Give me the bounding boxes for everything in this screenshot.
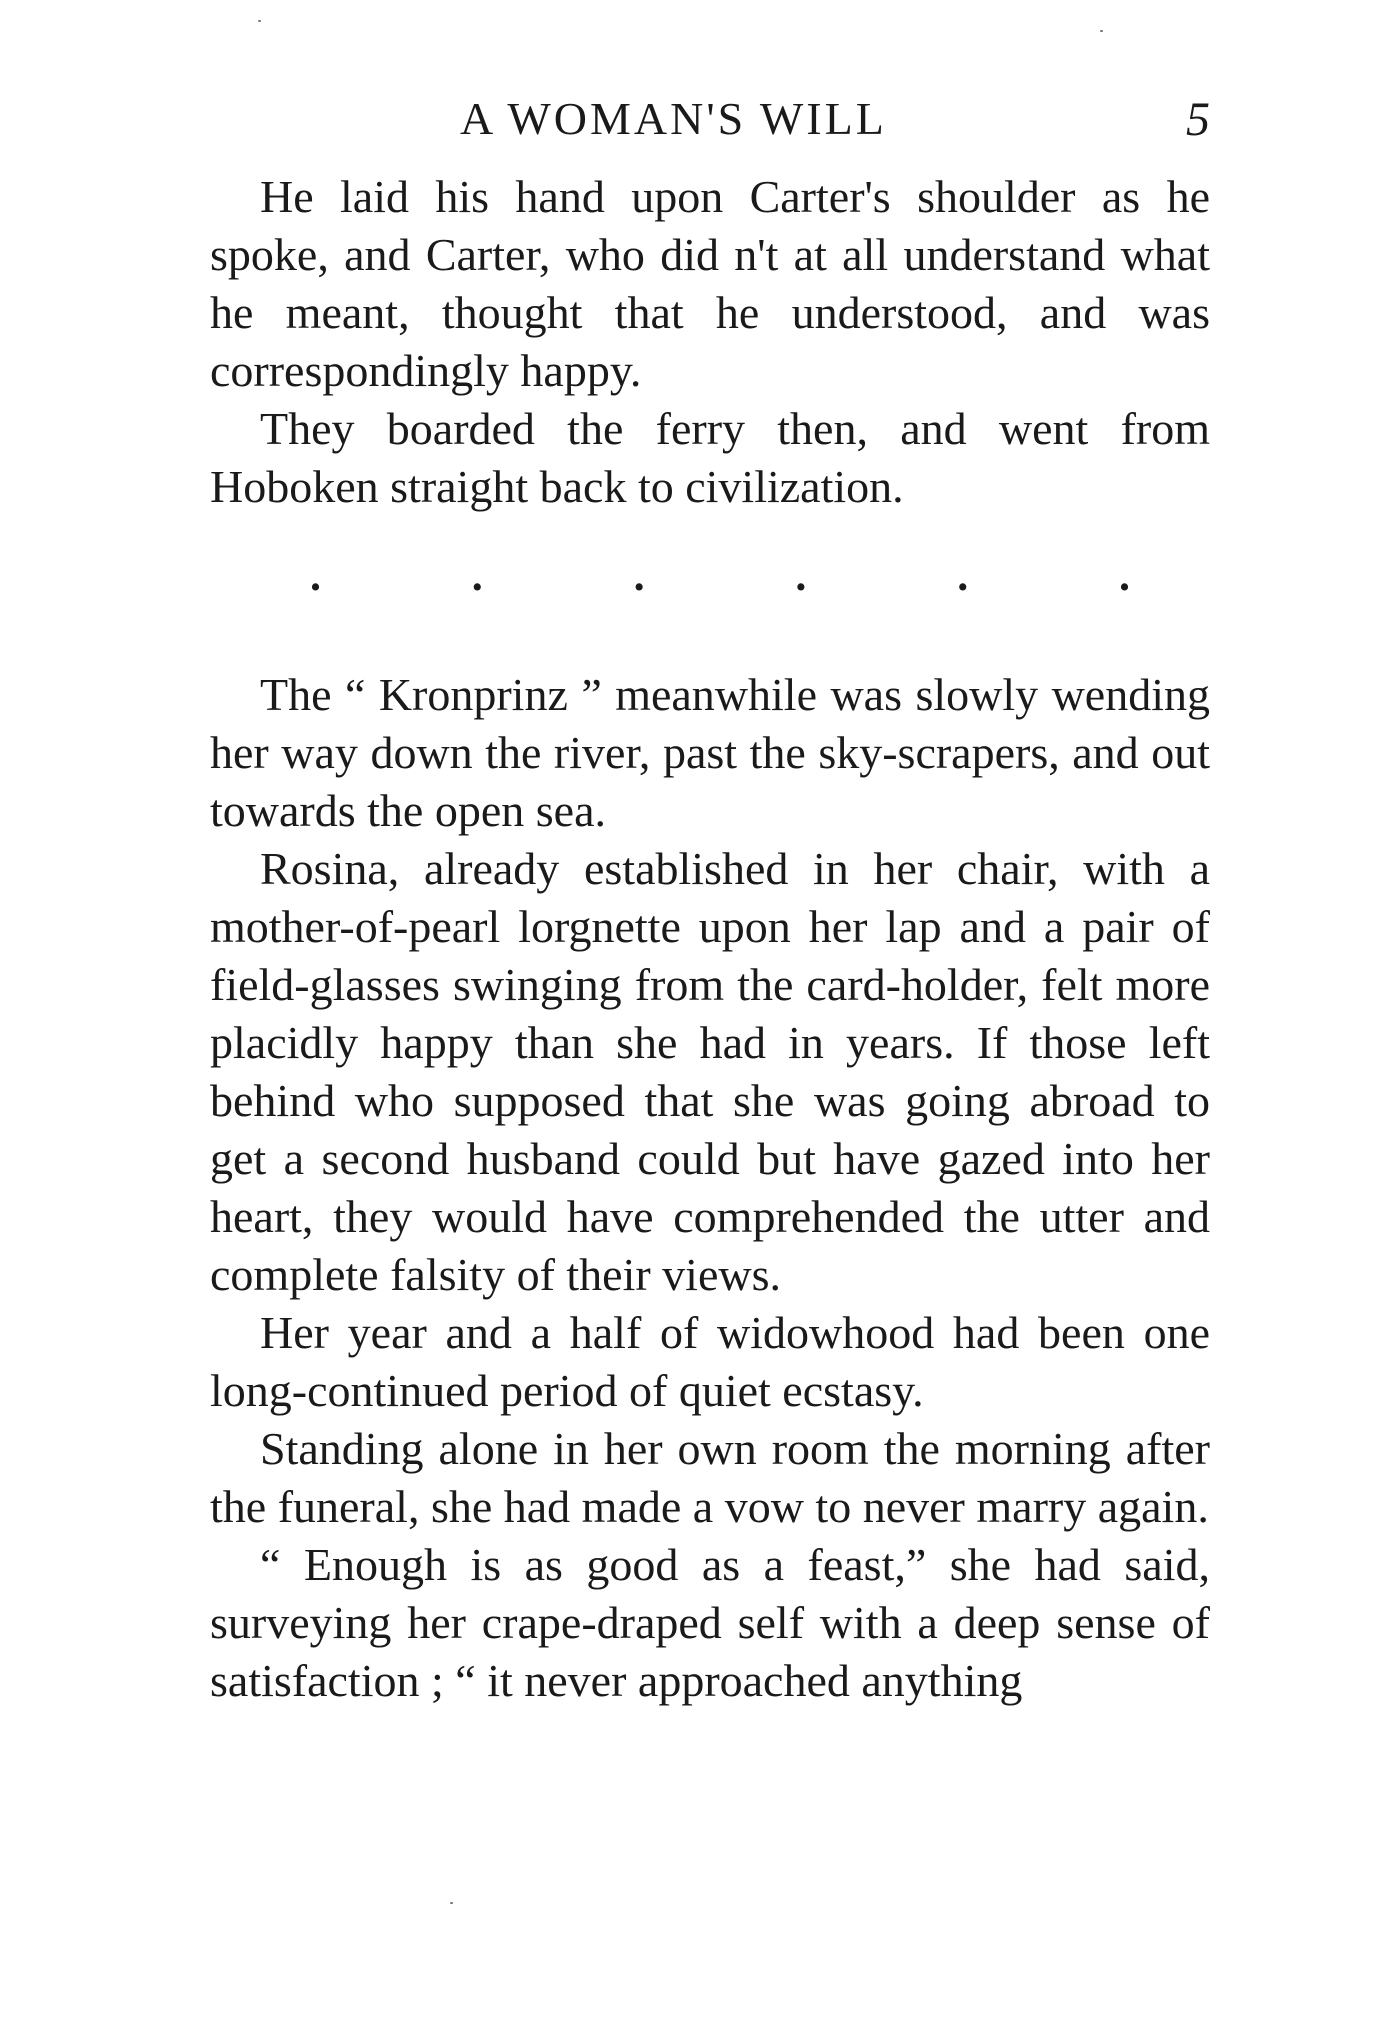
paragraph: He laid his hand upon Carter's shoulder as he spoke, and Carter, who did n't at all understand what he meant, thought that he understood, and was correspondingly happy.	[210, 171, 1210, 396]
section-break	[210, 516, 1210, 666]
running-title: A WOMAN'S WILL	[460, 93, 887, 144]
ellipsis-dots	[310, 551, 1130, 600]
paragraph: Rosina, already established in her chair, with a mother-of-pearl lorgnette upon her lap and a pair of field-glasses swinging from the card-holder, felt more placidly happy than she had in years. If those left behind who supposed that she was going abroad to get a second husband could but have gazed into her heart, they would have comprehended the utter and complete falsity of their views.	[210, 843, 1210, 1300]
paragraph: The “ Kronprinz ” meanwhile was slowly wending her way down the river, past the sky-scrapers, and out towards the open sea.	[210, 669, 1210, 836]
running-head	[210, 92, 1210, 152]
paper-speck	[450, 1902, 453, 1904]
paragraph: Her year and a half of widowhood had been one long-continued period of quiet ecstasy.	[210, 1307, 1210, 1416]
paper-speck	[1100, 30, 1103, 32]
body-text	[210, 168, 1210, 1710]
section-break-dot: .	[633, 551, 645, 600]
section-break-dot: .	[957, 551, 969, 600]
paper-speck	[258, 20, 261, 22]
paragraph: Standing alone in her own room the morning after the funeral, she had made a vow to never marry again.	[210, 1423, 1210, 1532]
section-break-dot: .	[795, 551, 807, 600]
section-break-dot: .	[1118, 551, 1130, 600]
paragraph: “ Enough is as good as a feast,” she had said, surveying her crape-draped self with a deep sense of satisfaction ; “ it never approached anything	[210, 1539, 1210, 1706]
section-break-dot: .	[471, 551, 483, 600]
section-break-dot: .	[310, 551, 321, 600]
paragraph: They boarded the ferry then, and went from Hoboken straight back to civilization.	[210, 403, 1210, 512]
page-number: 5	[1186, 93, 1210, 146]
